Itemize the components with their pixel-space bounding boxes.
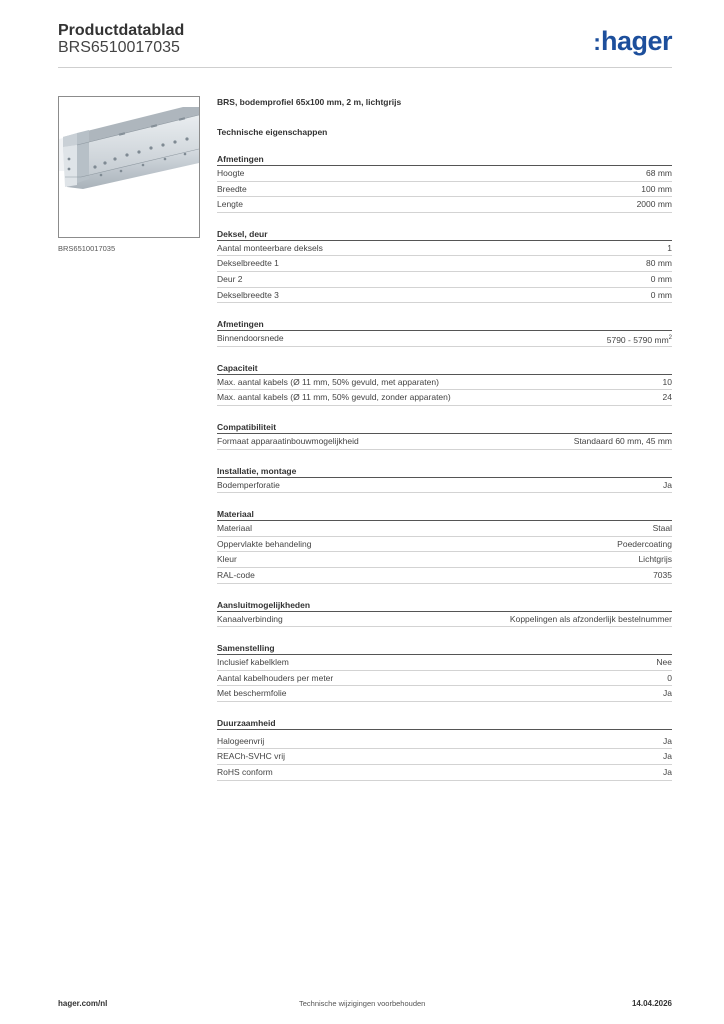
spec-value-text: Ja <box>663 479 672 490</box>
spec-value <box>663 375 672 390</box>
spec-value-text: Poedercoating <box>617 538 672 549</box>
specification-panel <box>217 97 672 781</box>
spec-label: Kleur <box>217 554 237 565</box>
spec-row <box>217 552 672 568</box>
spec-value <box>646 166 672 181</box>
logo-dots: : <box>593 29 601 55</box>
spec-row <box>217 765 672 781</box>
spec-label: Dekselbreedte 3 <box>217 289 279 300</box>
spec-section <box>217 318 672 347</box>
spec-value-text: 0 mm <box>650 273 672 284</box>
spec-value-text: Ja <box>663 751 672 762</box>
spec-value <box>667 241 672 256</box>
footer-notice: Technische wijzigingen voorbehouden <box>299 999 426 1008</box>
spec-value <box>656 655 672 670</box>
spec-section <box>217 599 672 628</box>
spec-label: Bodemperforatie <box>217 479 280 490</box>
spec-value <box>663 765 672 780</box>
spec-row <box>217 537 672 553</box>
spec-row <box>217 686 672 702</box>
spec-label: Oppervlakte behandeling <box>217 538 312 549</box>
spec-label: Materiaal <box>217 523 252 534</box>
section-title: Compatibiliteit <box>217 421 672 434</box>
spec-row <box>217 182 672 198</box>
spec-row <box>217 671 672 687</box>
spec-row <box>217 749 672 765</box>
spec-value-text: 80 mm <box>646 258 672 269</box>
technical-properties-heading: Technische eigenschappen <box>217 127 328 137</box>
spec-section <box>217 642 672 702</box>
spec-row <box>217 478 672 494</box>
section-title: Samenstelling <box>217 642 672 655</box>
spec-label: Formaat apparaatinbouwmogelijkheid <box>217 435 359 446</box>
spec-value-text: 10 <box>662 376 672 387</box>
spec-row <box>217 241 672 257</box>
spec-value-text: Ja <box>663 767 672 778</box>
spec-value <box>653 568 672 583</box>
spec-row <box>217 375 672 391</box>
spec-label: Binnendoorsnede <box>217 333 284 344</box>
spec-section <box>217 717 672 781</box>
spec-value-text: Nee <box>656 657 672 668</box>
spec-row <box>217 288 672 304</box>
spec-value-text: Staal <box>652 523 672 534</box>
spec-label: Halogeenvrij <box>217 735 265 746</box>
spec-value <box>646 256 672 271</box>
spec-label: RAL-code <box>217 569 255 580</box>
section-title: Installatie, montage <box>217 465 672 478</box>
section-title: Duurzaamheid <box>217 717 672 730</box>
unit-superscript: 2 <box>668 335 672 342</box>
spec-row <box>217 612 672 628</box>
spec-value <box>651 272 672 287</box>
spec-row <box>217 331 672 347</box>
spec-section <box>217 421 672 450</box>
spec-row <box>217 166 672 182</box>
spec-value <box>617 537 672 552</box>
spec-value <box>663 478 672 493</box>
spec-label: Max. aantal kabels (Ø 11 mm, 50% gevuld, met apparaten) <box>217 376 439 387</box>
spec-value-text: 68 mm <box>646 168 672 178</box>
spec-row <box>217 272 672 288</box>
section-title: Afmetingen <box>217 318 672 331</box>
spec-value-text: 100 mm <box>641 183 672 194</box>
spec-section <box>217 508 672 583</box>
spec-row <box>217 734 672 750</box>
spec-row <box>217 197 672 213</box>
spec-label: Max. aantal kabels (Ø 11 mm, 50% gevuld, zonder apparaten) <box>217 392 451 403</box>
product-title: BRS, bodemprofiel 65x100 mm, 2 m, lichtgrijs <box>217 97 402 107</box>
footer-date: 14.04.2026 <box>631 999 672 1008</box>
footer-website: hager.com/nl <box>58 999 108 1008</box>
spec-value <box>667 671 672 686</box>
spec-value-text: 24 <box>662 392 672 403</box>
spec-value <box>663 390 672 405</box>
header-divider <box>58 67 672 68</box>
spec-label: Dekselbreedte 1 <box>217 258 279 269</box>
document-title: Productdatablad <box>58 22 185 39</box>
spec-value-text: Ja <box>663 688 672 699</box>
specification-sections <box>217 153 672 781</box>
spec-label: RoHS conform <box>217 767 273 778</box>
cable-trunking-profile-illustration <box>59 97 199 237</box>
spec-value-text: 7035 <box>653 569 672 580</box>
spec-row <box>217 434 672 450</box>
spec-value-text: Lichtgrijs <box>638 554 672 565</box>
spec-value <box>651 288 672 303</box>
spec-value <box>663 749 672 764</box>
spec-value <box>637 197 672 212</box>
product-image <box>58 96 200 238</box>
spec-value-text: Standaard 60 mm, 45 mm <box>573 435 672 446</box>
product-code: BRS6510017035 <box>58 39 180 56</box>
section-title: Materiaal <box>217 508 672 521</box>
spec-label: Aantal monteerbare deksels <box>217 242 323 253</box>
spec-section <box>217 362 672 406</box>
section-title: Aansluitmogelijkheden <box>217 599 672 612</box>
spec-section <box>217 228 672 303</box>
spec-label: Met beschermfolie <box>217 688 287 699</box>
spec-value <box>510 612 672 627</box>
spec-value-text: Ja <box>663 735 672 746</box>
spec-row <box>217 655 672 671</box>
spec-section <box>217 153 672 213</box>
spec-label: Inclusief kabelklem <box>217 657 289 668</box>
spec-value-text: 0 mm <box>650 289 672 300</box>
spec-row <box>217 256 672 272</box>
spec-label: Aantal kabelhouders per meter <box>217 672 334 683</box>
hager-logo <box>593 28 672 56</box>
spec-label: Kanaalverbinding <box>217 613 283 624</box>
spec-value-text: Koppelingen als afzonderlijk bestelnummer <box>509 613 672 624</box>
spec-section <box>217 465 672 494</box>
spec-label: Breedte <box>217 183 247 194</box>
section-title: Afmetingen <box>217 153 672 166</box>
spec-value-text: 0 <box>667 672 672 683</box>
section-title: Deksel, deur <box>217 228 672 241</box>
spec-label: REACh-SVHC vrij <box>217 751 286 762</box>
spec-value-text: 2000 mm <box>636 199 672 210</box>
spec-value <box>638 552 672 567</box>
spec-label: Deur 2 <box>217 273 243 284</box>
spec-row <box>217 390 672 406</box>
spec-value <box>574 434 672 449</box>
spec-value <box>653 521 672 536</box>
spec-row <box>217 568 672 584</box>
spec-value <box>607 331 672 346</box>
section-title: Capaciteit <box>217 362 672 375</box>
logo-text: hager <box>600 26 672 56</box>
spec-value <box>663 686 672 701</box>
spec-row <box>217 521 672 537</box>
spec-label: Hoogte <box>217 168 245 178</box>
spec-label: Lengte <box>217 199 243 210</box>
spec-value <box>663 734 672 749</box>
spec-value-text: 5790 - 5790 mm <box>606 334 669 345</box>
product-image-caption: BRS6510017035 <box>58 244 116 253</box>
spec-value-text: 1 <box>667 242 672 253</box>
spec-value <box>641 182 672 197</box>
